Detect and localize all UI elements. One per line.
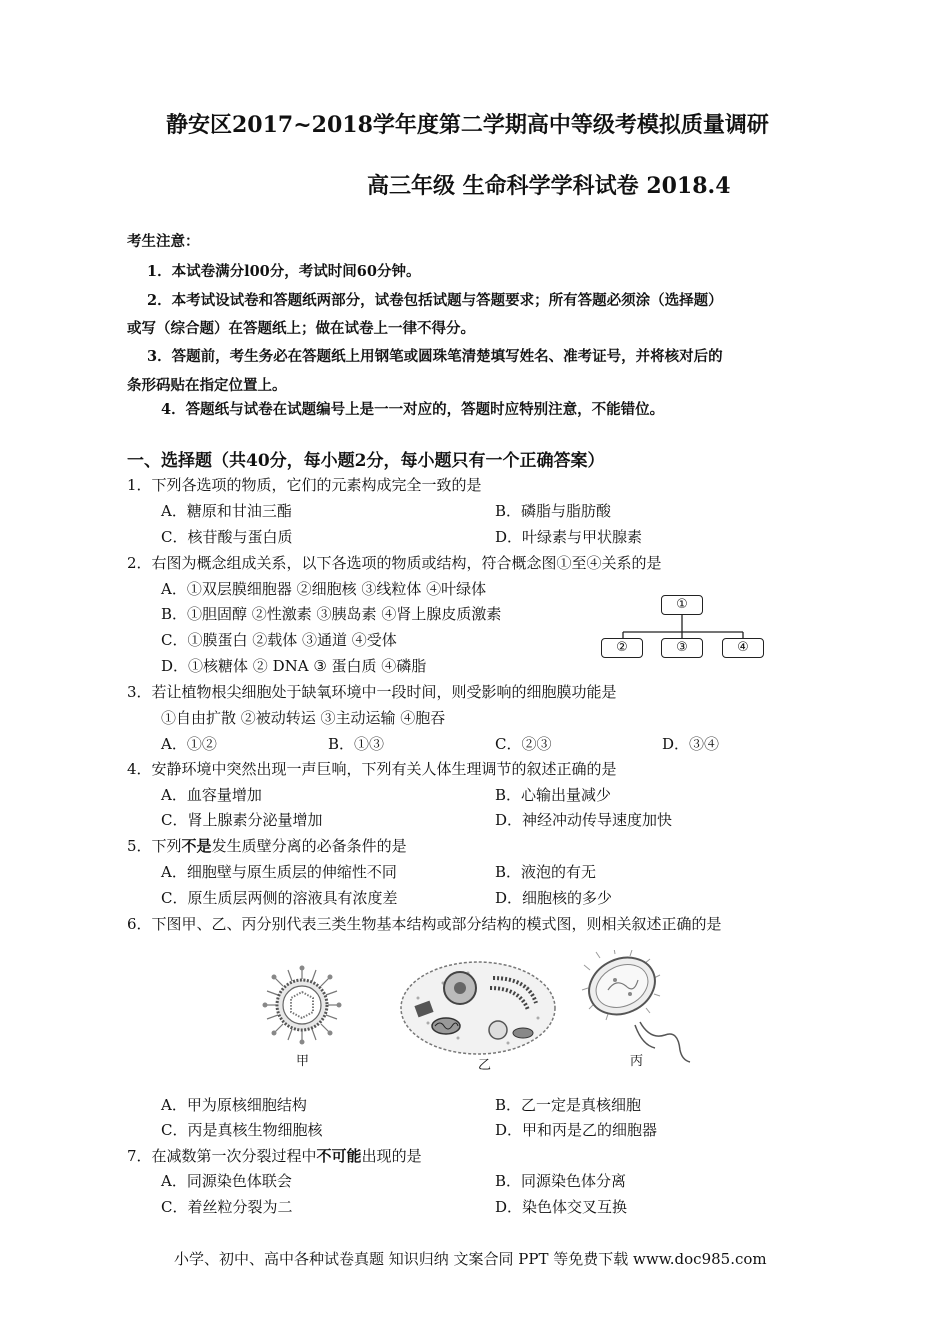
exam-title-line1: 静安区2017~2018学年度第二学期高中等级考模拟质量调研 xyxy=(166,112,769,138)
q1-option-b: B．磷脂与脂肪酸 xyxy=(495,502,612,520)
q4-option-d: D．神经冲动传导速度加快 xyxy=(495,811,673,829)
q1-stem: 1．下列各选项的物质，它们的元素构成完全一致的是 xyxy=(127,476,482,494)
notice-item-2b: 或写（综合题）在答题纸上；做在试卷上一律不得分。 xyxy=(127,320,475,337)
concept-node-3: ③ xyxy=(661,638,703,658)
q3-stem: 3．若让植物根尖细胞处于缺氧环境中一段时间，则受影响的细胞膜功能是 xyxy=(127,683,617,701)
q2-option-a: A．①双层膜细胞器 ②细胞核 ③线粒体 ④叶绿体 xyxy=(161,580,487,598)
q3-items: ①自由扩散 ②被动转运 ③主动运输 ④胞吞 xyxy=(161,709,446,727)
concept-node-4: ④ xyxy=(722,638,764,658)
section-title: 一、选择题（共40分，每小题2分，每小题只有一个正确答案） xyxy=(127,451,605,471)
q7-option-b: B．同源染色体分离 xyxy=(495,1172,627,1190)
notice-item-4: 4．答题纸与试卷在试题编号上是一一对应的，答题时应特别注意，不能错位。 xyxy=(161,401,665,418)
q7-stem-post: 出现的是 xyxy=(361,1147,422,1165)
q5-stem-pre: 5．下列 xyxy=(127,837,182,855)
notice-item-2a: 2．本考试设试卷和答题纸两部分，试卷包括试题与答题要求；所有答题必须涂（选择题） xyxy=(147,292,723,309)
q2-option-b: B．①胆固醇 ②性激素 ③胰岛素 ④肾上腺皮质激素 xyxy=(161,605,502,623)
virus-illustration xyxy=(262,965,342,1045)
figure-label-bing: 丙 xyxy=(630,1054,644,1069)
bacterium-illustration xyxy=(580,950,700,1065)
q2-option-d: D．①核糖体 ② DNA ③ 蛋白质 ④磷脂 xyxy=(161,657,427,675)
q3-option-b: B．①③ xyxy=(328,735,385,753)
q4-stem: 4．安静环境中突然出现一声巨响，下列有关人体生理调节的叙述正确的是 xyxy=(127,760,617,778)
q3-option-c: C．②③ xyxy=(495,735,552,753)
q4-option-a: A．血容量增加 xyxy=(161,786,262,804)
q4-option-b: B．心输出量减少 xyxy=(495,786,612,804)
q5-option-b: B．液泡的有无 xyxy=(495,863,597,881)
q7-stem-pre: 7．在减数第一次分裂过程中 xyxy=(127,1147,317,1165)
notice-item-1: 1．本试卷满分l00分，考试时间60分钟。 xyxy=(147,263,421,280)
q5-option-c: C．原生质层两侧的溶液具有浓度差 xyxy=(161,889,398,907)
q5-stem xyxy=(127,835,407,856)
figure-label-yi: 乙 xyxy=(478,1058,492,1073)
q2-stem: 2．右图为概念组成关系，以下各选项的物质或结构，符合概念图①至④关系的是 xyxy=(127,554,662,572)
q5-option-d: D．细胞核的多少 xyxy=(495,889,613,907)
eukaryotic-cell-illustration xyxy=(398,958,558,1058)
q1-option-c: C．核苷酸与蛋白质 xyxy=(161,528,293,546)
q6-option-c: C．丙是真核生物细胞核 xyxy=(161,1121,323,1139)
notice-item-3b: 条形码贴在指定位置上。 xyxy=(127,377,287,394)
q1-option-a: A．糖原和甘油三酯 xyxy=(161,502,292,520)
q7-option-a: A．同源染色体联会 xyxy=(161,1172,292,1190)
q5-option-a: A．细胞壁与原生质层的伸缩性不同 xyxy=(161,863,397,881)
q7-stem xyxy=(127,1145,422,1166)
concept-node-1: ① xyxy=(661,595,703,615)
q3-option-a: A．①② xyxy=(161,735,217,753)
q6-option-d: D．甲和丙是乙的细胞器 xyxy=(495,1121,658,1139)
q6-option-b: B．乙一定是真核细胞 xyxy=(495,1096,642,1114)
q6-stem: 6．下图甲、乙、丙分别代表三类生物基本结构或部分结构的模式图，则相关叙述正确的是 xyxy=(127,915,722,933)
notice-item-3a: 3．答题前，考生务必在答题纸上用钢笔或圆珠笔清楚填写姓名、准考证号，并将核对后的 xyxy=(147,348,723,365)
q6-option-a: A．甲为原核细胞结构 xyxy=(161,1096,307,1114)
page-footer: 小学、初中、高中各种试卷真题 知识归纳 文案合同 PPT 等免费下载 www.doc985.com xyxy=(174,1250,767,1268)
q7-option-c: C．着丝粒分裂为二 xyxy=(161,1198,293,1216)
q7-stem-emphasis: 不可能 xyxy=(316,1147,362,1165)
concept-node-2: ② xyxy=(601,638,643,658)
q1-option-d: D．叶绿素与甲状腺素 xyxy=(495,528,643,546)
exam-title-line2: 高三年级 生命科学学科试卷 2018.4 xyxy=(367,173,731,199)
q2-option-c: C．①膜蛋白 ②载体 ③通道 ④受体 xyxy=(161,631,397,649)
notice-heading: 考生注意： xyxy=(127,233,200,250)
q5-stem-post: 发生质壁分离的必备条件的是 xyxy=(211,837,407,855)
q3-option-d: D．③④ xyxy=(662,735,720,753)
figure-label-jia: 甲 xyxy=(296,1054,310,1069)
q4-option-c: C．肾上腺素分泌量增加 xyxy=(161,811,323,829)
q7-option-d: D．染色体交叉互换 xyxy=(495,1198,628,1216)
q5-stem-emphasis: 不是 xyxy=(181,837,212,855)
